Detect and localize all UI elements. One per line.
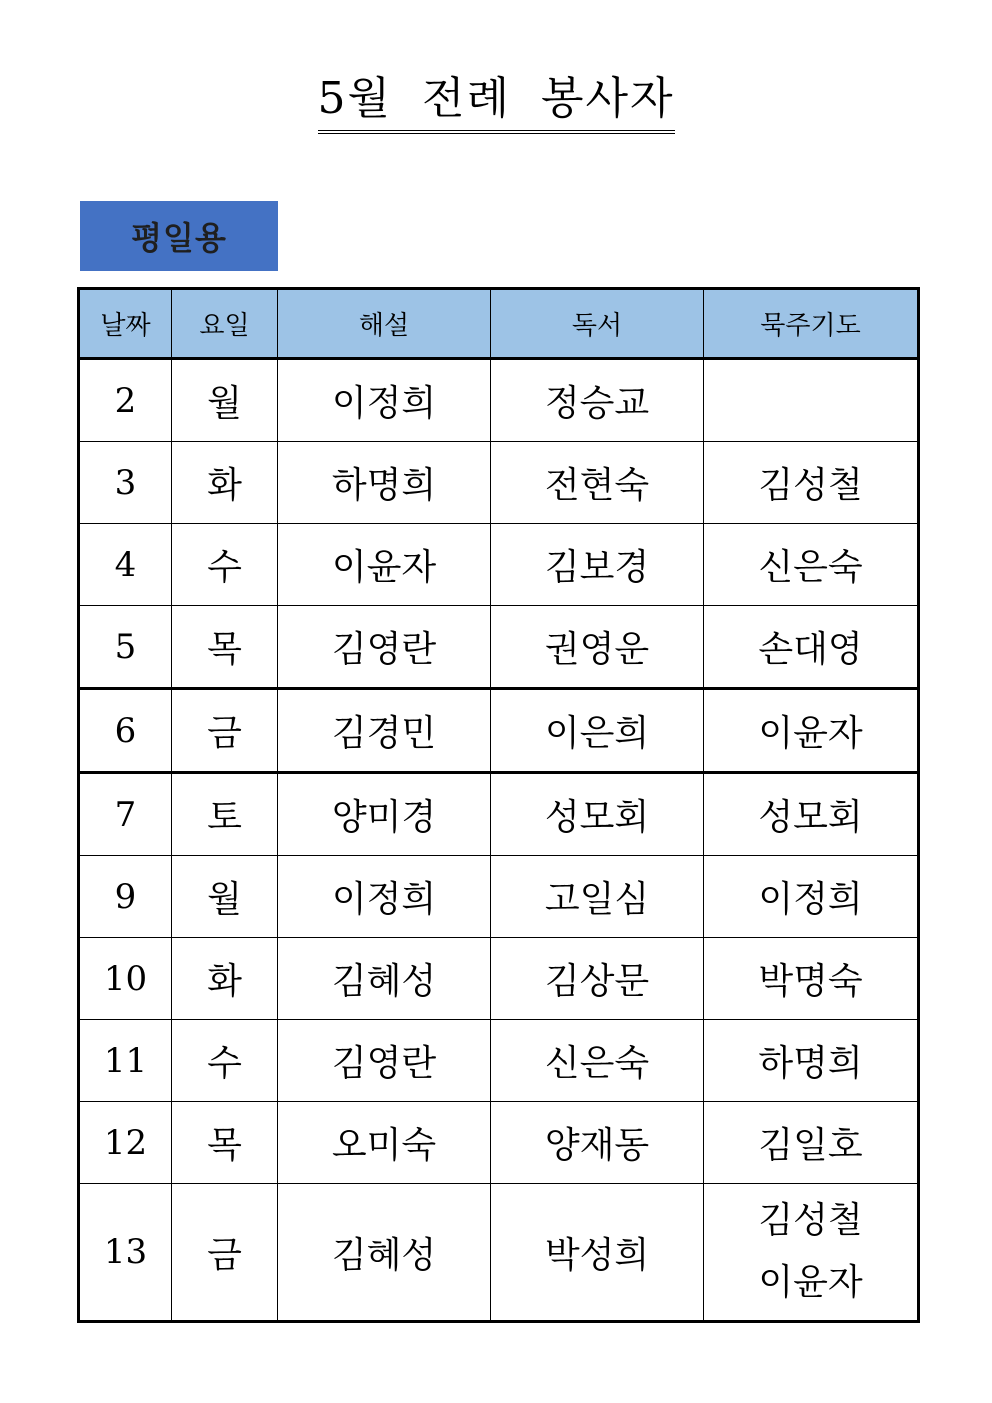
reading-cell: 정승교 <box>491 359 704 442</box>
date-cell: 12 <box>79 1102 172 1184</box>
header-row <box>79 289 919 359</box>
date-cell: 11 <box>79 1020 172 1102</box>
date-cell: 6 <box>79 689 172 773</box>
date-cell: 3 <box>79 442 172 524</box>
rosary-name: 김성철 <box>758 465 863 506</box>
date-cell: 7 <box>79 773 172 856</box>
day-cell: 금 <box>172 689 278 773</box>
page-title: 5월 전례 봉사자 <box>318 70 675 134</box>
table-row <box>79 442 919 524</box>
day-cell: 금 <box>172 1184 278 1322</box>
column-header-commentary: 해설 <box>278 289 491 359</box>
date-cell: 13 <box>79 1184 172 1322</box>
day-cell: 화 <box>172 442 278 524</box>
rosary-cell <box>704 606 919 689</box>
day-cell: 화 <box>172 938 278 1020</box>
table-row <box>79 1102 919 1184</box>
reading-cell: 김보경 <box>491 524 704 606</box>
rosary-cell <box>704 1020 919 1102</box>
rosary-name: 김일호 <box>758 1125 863 1166</box>
column-header-day: 요일 <box>172 289 278 359</box>
table-row <box>79 856 919 938</box>
reading-cell: 신은숙 <box>491 1020 704 1102</box>
rosary-cell <box>704 524 919 606</box>
rosary-cell <box>704 689 919 773</box>
table-row <box>79 359 919 442</box>
day-cell: 월 <box>172 359 278 442</box>
rosary-name: 신은숙 <box>758 547 863 588</box>
rosary-cell <box>704 856 919 938</box>
table-row <box>79 1184 919 1322</box>
rosary-name: 이윤자 <box>758 713 863 754</box>
day-cell: 수 <box>172 524 278 606</box>
day-cell: 수 <box>172 1020 278 1102</box>
table-row <box>79 938 919 1020</box>
reading-cell: 고일심 <box>491 856 704 938</box>
table-row <box>79 773 919 856</box>
commentary-cell: 이윤자 <box>278 524 491 606</box>
commentary-cell: 이정희 <box>278 359 491 442</box>
roster-table <box>77 287 920 1323</box>
commentary-cell: 김경민 <box>278 689 491 773</box>
date-cell: 5 <box>79 606 172 689</box>
rosary-cell <box>704 1184 919 1322</box>
date-cell: 4 <box>79 524 172 606</box>
day-cell: 토 <box>172 773 278 856</box>
commentary-cell: 김혜성 <box>278 938 491 1020</box>
rosary-name: 박명숙 <box>758 961 863 1002</box>
table-row <box>79 1020 919 1102</box>
rosary-cell <box>704 938 919 1020</box>
rosary-cell <box>704 1102 919 1184</box>
table-row <box>79 689 919 773</box>
date-cell: 10 <box>79 938 172 1020</box>
day-cell: 목 <box>172 606 278 689</box>
reading-cell: 박성희 <box>491 1184 704 1322</box>
column-header-date: 날짜 <box>79 289 172 359</box>
rosary-cell <box>704 359 919 442</box>
reading-cell: 양재동 <box>491 1102 704 1184</box>
day-cell: 월 <box>172 856 278 938</box>
date-cell: 2 <box>79 359 172 442</box>
column-header-rosary: 묵주기도 <box>704 289 919 359</box>
rosary-name: 손대영 <box>758 629 863 670</box>
date-cell: 9 <box>79 856 172 938</box>
rosary-cell <box>704 773 919 856</box>
day-cell: 목 <box>172 1102 278 1184</box>
rosary-cell <box>704 442 919 524</box>
table-row <box>79 524 919 606</box>
commentary-cell: 양미경 <box>278 773 491 856</box>
commentary-cell: 김영란 <box>278 606 491 689</box>
commentary-cell: 김혜성 <box>278 1184 491 1322</box>
reading-cell: 권영운 <box>491 606 704 689</box>
rosary-name: 이윤자 <box>758 1262 863 1303</box>
page-title-wrap <box>0 70 992 134</box>
commentary-cell: 오미숙 <box>278 1102 491 1184</box>
commentary-cell: 이정희 <box>278 856 491 938</box>
rosary-name: 이정희 <box>758 879 863 920</box>
column-header-reading: 독서 <box>491 289 704 359</box>
rosary-name: 성모회 <box>758 797 863 838</box>
reading-cell: 김상문 <box>491 938 704 1020</box>
reading-cell: 전현숙 <box>491 442 704 524</box>
rosary-name: 하명희 <box>758 1043 863 1084</box>
commentary-cell: 하명희 <box>278 442 491 524</box>
commentary-cell: 김영란 <box>278 1020 491 1102</box>
table-row <box>79 606 919 689</box>
reading-cell: 이은희 <box>491 689 704 773</box>
section-label: 평일용 <box>80 201 278 271</box>
roster-body <box>79 359 919 1322</box>
reading-cell: 성모회 <box>491 773 704 856</box>
rosary-name: 김성철 <box>758 1200 863 1241</box>
